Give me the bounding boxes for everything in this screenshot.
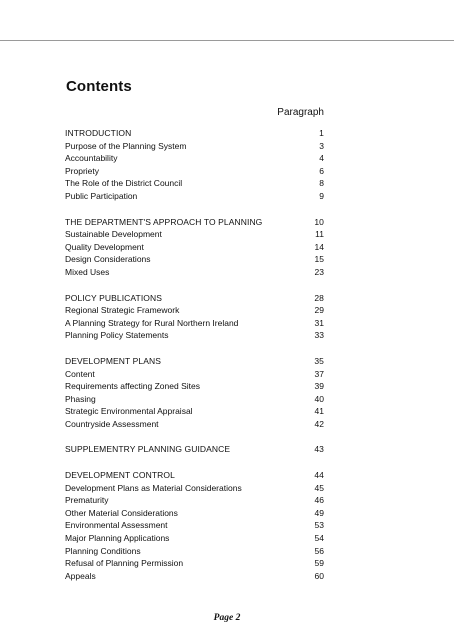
toc-entry xyxy=(65,507,324,520)
section-heading-paragraph-number: 10 xyxy=(314,216,324,227)
toc-entry xyxy=(65,405,324,418)
toc-entry xyxy=(65,190,324,203)
toc-entry xyxy=(65,140,324,153)
toc-section xyxy=(65,469,324,582)
section-heading-label: DEVELOPMENT PLANS xyxy=(65,355,162,366)
toc-entry-label: Requirements affecting Zoned Sites xyxy=(65,381,200,392)
toc-entry-paragraph-number: 42 xyxy=(314,418,324,429)
toc-section xyxy=(65,443,324,456)
toc-entry-label: Sustainable Development xyxy=(65,229,162,240)
page-title: Contents xyxy=(66,78,132,95)
toc-section xyxy=(65,292,324,342)
toc-entry-label: Planning Policy Statements xyxy=(65,330,169,341)
toc-entry-label: Other Material Considerations xyxy=(65,507,178,518)
toc-entry-label: Propriety xyxy=(65,165,100,176)
toc-entry-label: The Role of the District Council xyxy=(65,178,183,189)
toc-entry-paragraph-number: 4 xyxy=(319,153,324,164)
toc-entry-paragraph-number: 45 xyxy=(314,482,324,493)
toc-entry-label: A Planning Strategy for Rural Northern Ireland xyxy=(65,317,239,328)
toc-entry xyxy=(65,152,324,165)
toc-entry-paragraph-number: 60 xyxy=(314,570,324,581)
toc-entry xyxy=(65,545,324,558)
toc-entry-label: Countryside Assessment xyxy=(65,418,159,429)
toc-section-heading xyxy=(65,469,324,482)
toc-entry-label: Planning Conditions xyxy=(65,545,141,556)
toc-entry-paragraph-number: 54 xyxy=(314,533,324,544)
toc-entry xyxy=(65,519,324,532)
toc-entry-label: Major Planning Applications xyxy=(65,533,170,544)
section-heading-label: POLICY PUBLICATIONS xyxy=(65,292,163,303)
toc-entry-label: Design Considerations xyxy=(65,254,151,265)
toc-section xyxy=(65,355,324,431)
toc-entry-label: Prematurity xyxy=(65,495,109,506)
toc-section-heading xyxy=(65,355,324,368)
toc-entry-paragraph-number: 31 xyxy=(314,317,324,328)
toc-entry-label: Refusal of Planning Permission xyxy=(65,558,184,569)
section-heading-paragraph-number: 43 xyxy=(314,444,324,455)
toc-entry xyxy=(65,253,324,266)
toc-section-heading xyxy=(65,216,324,229)
section-heading-label: SUPPLEMENTRY PLANNING GUIDANCE xyxy=(65,444,231,455)
toc-entry-label: Environmental Assessment xyxy=(65,520,168,531)
toc-entry xyxy=(65,418,324,431)
section-heading-paragraph-number: 35 xyxy=(314,355,324,366)
toc-entry-paragraph-number: 9 xyxy=(319,190,324,201)
toc-entry-label: Strategic Environmental Appraisal xyxy=(65,406,193,417)
toc-entry xyxy=(65,557,324,570)
page-number: Page 2 xyxy=(213,613,241,623)
toc-entry-paragraph-number: 8 xyxy=(319,178,324,189)
toc-entry-paragraph-number: 56 xyxy=(314,545,324,556)
toc-entry-paragraph-number: 40 xyxy=(314,393,324,404)
toc-entry-paragraph-number: 53 xyxy=(314,520,324,531)
section-heading-label: DEVELOPMENT CONTROL xyxy=(65,470,175,481)
toc-entry xyxy=(65,368,324,381)
toc-section xyxy=(65,216,324,279)
toc-entry-label: Regional Strategic Framework xyxy=(65,305,180,316)
toc-entry xyxy=(65,329,324,342)
toc-entry xyxy=(65,304,324,317)
toc-entry xyxy=(65,532,324,545)
toc-entry xyxy=(65,380,324,393)
section-heading-paragraph-number: 44 xyxy=(314,470,324,481)
toc-entry-label: Purpose of the Planning System xyxy=(65,140,187,151)
toc-entry-paragraph-number: 29 xyxy=(314,305,324,316)
toc-entry-paragraph-number: 49 xyxy=(314,507,324,518)
section-heading-label: INTRODUCTION xyxy=(65,128,132,138)
toc-entry-paragraph-number: 33 xyxy=(314,330,324,341)
toc-entry-paragraph-number: 6 xyxy=(319,165,324,176)
section-heading-paragraph-number: 28 xyxy=(314,292,324,303)
toc-entry-label: Accountability xyxy=(65,153,118,164)
toc-entry xyxy=(65,177,324,190)
toc-entry-label: Appeals xyxy=(65,570,96,581)
toc-entry-paragraph-number: 3 xyxy=(319,140,324,151)
toc-entry-paragraph-number: 23 xyxy=(314,266,324,277)
toc-entry xyxy=(65,165,324,178)
toc-entry-label: Development Plans as Material Considerations xyxy=(65,482,242,493)
toc-entry-label: Content xyxy=(65,368,95,379)
toc-entry xyxy=(65,494,324,507)
toc-entry xyxy=(65,393,324,406)
toc-entry-paragraph-number: 11 xyxy=(315,229,324,240)
toc-section-heading xyxy=(65,292,324,305)
toc-entry-paragraph-number: 15 xyxy=(314,254,324,265)
section-heading-label: THE DEPARTMENT'S APPROACH TO PLANNING xyxy=(65,216,263,227)
paragraph-column-header: Paragraph xyxy=(277,107,324,118)
toc-section-heading xyxy=(65,443,324,456)
toc-entry-paragraph-number: 59 xyxy=(314,558,324,569)
toc-entry xyxy=(65,482,324,495)
toc-entry-label: Mixed Uses xyxy=(65,266,110,277)
toc-entry xyxy=(65,266,324,279)
toc-entry-paragraph-number: 37 xyxy=(314,368,324,379)
table-of-contents xyxy=(65,127,324,595)
toc-entry-paragraph-number: 39 xyxy=(314,381,324,392)
toc-entry-label: Quality Development xyxy=(65,241,144,252)
toc-entry-paragraph-number: 46 xyxy=(314,495,324,506)
toc-section-heading xyxy=(65,127,324,140)
header-rule xyxy=(0,40,454,41)
section-heading-paragraph-number: 1 xyxy=(319,128,324,138)
toc-entry-paragraph-number: 41 xyxy=(314,406,324,417)
toc-entry-label: Public Participation xyxy=(65,190,138,201)
toc-entry xyxy=(65,317,324,330)
toc-entry-paragraph-number: 14 xyxy=(314,241,324,252)
toc-entry xyxy=(65,241,324,254)
toc-entry xyxy=(65,228,324,241)
toc-entry-label: Phasing xyxy=(65,393,96,404)
toc-section xyxy=(65,127,324,203)
toc-entry xyxy=(65,570,324,583)
